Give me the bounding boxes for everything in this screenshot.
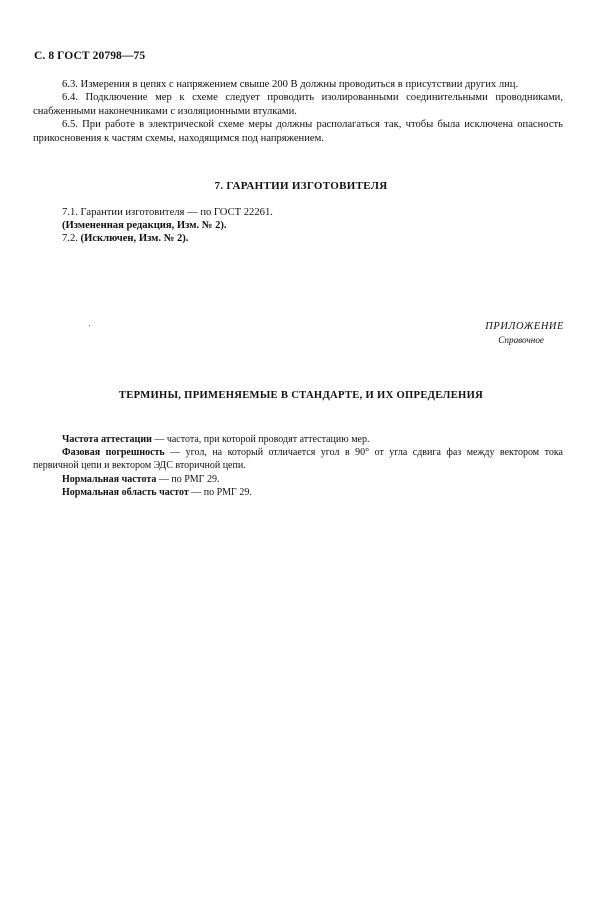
term-definition: — по РМГ 29. (188, 486, 252, 498)
term-item (33, 433, 563, 446)
appendix-heading: ТЕРМИНЫ, ПРИМЕНЯЕМЫЕ В СТАНДАРТЕ, И ИХ ОПРЕДЕЛЕНИЯ (118, 390, 484, 401)
term-item (33, 446, 563, 472)
term-item (33, 486, 563, 499)
appendix-title: ПРИЛОЖЕНИЕ (485, 321, 564, 332)
term-definition: — частота, при которой проводят аттестацию мер. (151, 434, 370, 445)
paragraph-6-5: 6.5. При работе в электрической схеме меры должны располагаться так, чтобы была исключена опасность прикосновения к частям схемы, находящимся под напряжением. (33, 119, 563, 144)
appendix-subtitle: Справочное (498, 335, 544, 345)
section-6-body (33, 78, 563, 145)
paragraph-7-1-note: (Измененная редакция, Изм. № 2). (62, 220, 227, 231)
term-definition: — по РМГ 29. (156, 473, 220, 485)
term-name: Нормальная область частот (62, 486, 189, 498)
term-name: Нормальная частота (62, 473, 157, 485)
paragraph-7-2 (62, 232, 188, 245)
term-definition: — угол, на который отличается угол в 90° от угла сдвига фаз между вектором тока первичной цепи и вектором ЭДС вторичной цепи. (33, 447, 563, 472)
term-name: Частота аттестации (62, 434, 152, 445)
terms-list (33, 433, 563, 499)
paragraph-7-2-text: (Исключен, Изм. № 2). (80, 233, 189, 244)
paragraph-7-2-number: 7.2. (62, 233, 78, 244)
section-7-title: 7. ГАРАНТИИ ИЗГОТОВИТЕЛЯ (214, 180, 388, 192)
term-item (33, 473, 563, 486)
paragraph-6-4: 6.4. Подключение мер к схеме следует проводить изолированными соединительными проводниками, снабженными наконечниками с изоляционными втулками. (33, 92, 563, 117)
paragraph-6-3: 6.3. Измерения в цепях с напряжением свыше 200 В должны проводиться в присутствии других лиц. (62, 79, 519, 90)
term-name: Фазовая погрешность (62, 447, 165, 459)
paragraph-7-1: 7.1. Гарантии изготовителя — по ГОСТ 22261. (62, 207, 273, 218)
page-header: С. 8 ГОСТ 20798—75 (34, 50, 146, 62)
scan-speck (89, 325, 90, 326)
